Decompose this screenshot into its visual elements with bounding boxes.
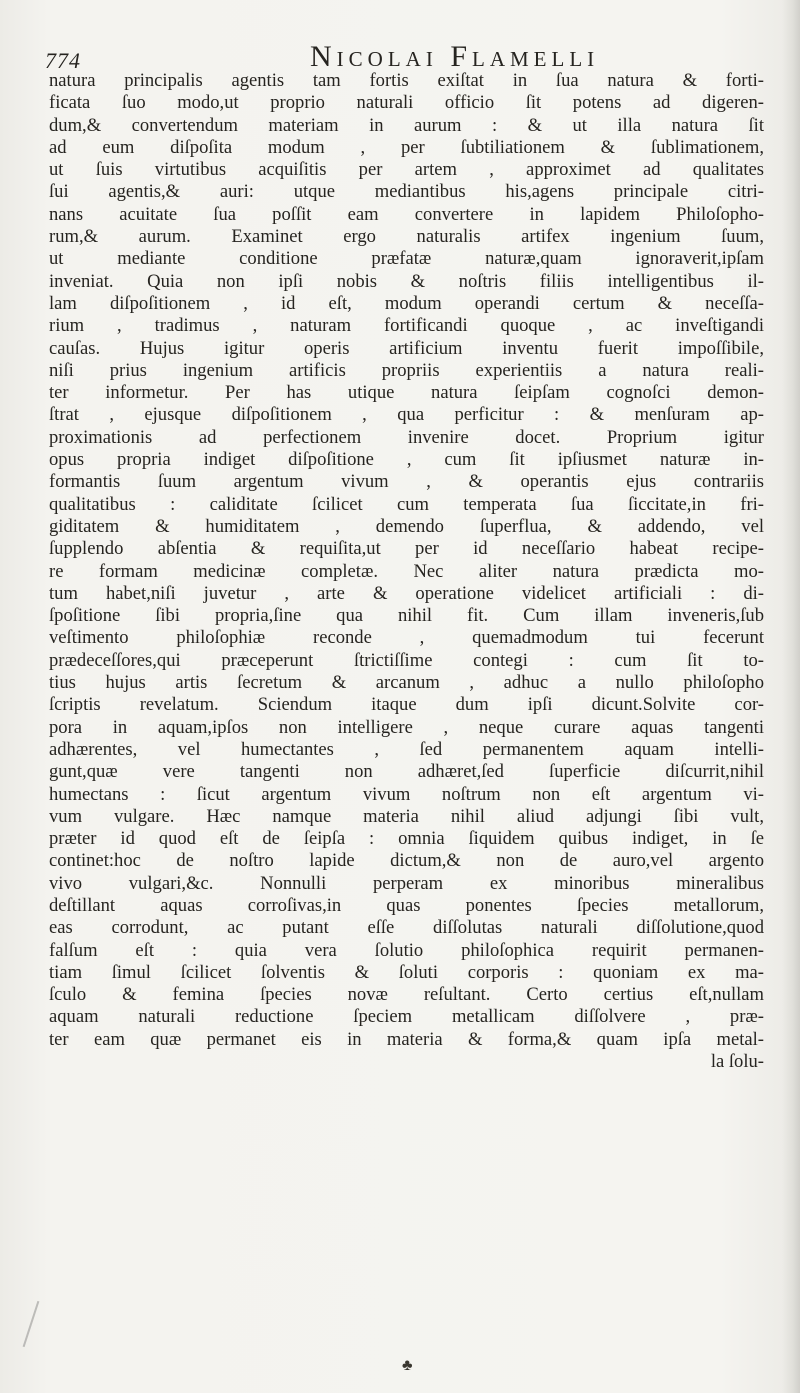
text-line: rium , tradimus , naturam fortificandi quoque , ac inveſtigandi — [49, 315, 764, 337]
text-line: adhærentes, vel humectantes , ſed permanentem aquam intelli- — [49, 738, 764, 760]
text-line: lam diſpoſitionem , id eſt, modum operandi certum & neceſſa- — [49, 292, 764, 314]
text-line: deſtillant aquas corroſivas,in quas ponentes ſpecies metallorum, — [49, 894, 764, 916]
text-line: tiam ſimul ſcilicet ſolventis & ſoluti corporis : quoniam ex ma- — [49, 961, 764, 983]
text-line: ter informetur. Per has utique natura ſeipſam cognoſci demon- — [49, 382, 764, 404]
text-line: gunt,quæ vere tangenti non adhæret,ſed ſuperficie diſcurrit,nihil — [49, 761, 764, 783]
text-line: cauſas. Hujus igitur operis artificium inventu fuerit impoſſibile, — [49, 337, 764, 359]
text-line: natura principalis agentis tam fortis exiſtat in ſua natura & forti- — [49, 70, 764, 91]
text-line: qualitatibus : caliditate ſcilicet cum temperata ſua ſiccitate,in fri- — [49, 493, 764, 515]
text-line: ſcriptis revelatum. Sciendum itaque dum ipſi dicunt.Solvite cor- — [49, 694, 764, 716]
text-line: formantis ſuum argentum vivum , & operantis ejus contrariis — [49, 471, 764, 493]
text-line: ter eam quæ permanet eis in materia & forma,& quam ipſa metal- — [49, 1028, 764, 1050]
text-line: falſum eſt : quia vera ſolutio philoſophica requirit permanen- — [49, 939, 764, 961]
text-line: aquam naturali reductione ſpeciem metallicam diſſolvere , præ- — [49, 1006, 764, 1028]
text-line: ad eum diſpoſita modum , per ſubtiliationem & ſublimationem, — [49, 136, 764, 158]
catchword: la ſolu- — [710, 1051, 764, 1073]
text-line: eas corrodunt, ac putant eſſe diſſolutas naturali diſſolutione,quod — [49, 917, 764, 939]
text-line: rum,& aurum. Examinet ergo naturalis artifex ingenium ſuum, — [49, 226, 764, 248]
text-line: tum habet,niſi juvetur , arte & operatione videlicet artificiali : di- — [49, 582, 764, 604]
text-line: ſui agentis,& auri: utque mediantibus his,agens principale citri- — [49, 181, 764, 203]
text-line: ſtrat , ejusque diſpoſitionem , qua perficitur : & menſuram ap- — [49, 404, 764, 426]
text-line: ut ſuis virtutibus acquiſitis per artem , approximet ad qualitates — [49, 159, 764, 181]
text-line: nans acuitate ſua poſſit eam convertere in lapidem Philoſopho- — [49, 203, 764, 225]
text-line: proximationis ad perfectionem invenire docet. Proprium igitur — [49, 426, 764, 448]
pencil-stroke-mark — [23, 1301, 40, 1347]
text-line: ut mediante conditione præfatæ naturæ,quam ignoraverit,ipſam — [49, 248, 764, 270]
printer-ornament-icon: ♣ — [402, 1357, 413, 1374]
text-line: ſupplendo abſentia & requiſita,ut per id neceſſario habeat recipe- — [49, 538, 764, 560]
text-line: pora in aquam,ipſos non intelligere , neque curare aquas tangenti — [49, 716, 764, 738]
text-line: continet:hoc de noſtro lapide dictum,& non de auro,vel argento — [49, 850, 764, 872]
text-line: vum vulgare. Hæc namque materia nihil aliud adjungi ſibi vult, — [49, 805, 764, 827]
page-edge-shadow — [782, 0, 800, 1393]
text-line: inveniat. Quia non ipſi nobis & noſtris filiis intelligentibus il- — [49, 270, 764, 292]
text-line: tius hujus artis ſecretum & arcanum , adhuc a nullo philoſopho — [49, 672, 764, 694]
text-line: niſi prius ingenium artificis propriis experientiis a natura reali- — [49, 359, 764, 381]
text-line: ficata ſuo modo,ut proprio naturali officio ſit potens ad digeren- — [49, 92, 764, 114]
text-line: dum,& convertendum materiam in aurum : & ut illa natura ſit — [49, 114, 764, 136]
text-line: ſpoſitione ſibi propria,ſine qua nihil fit. Cum illam inveneris,ſub — [49, 605, 764, 627]
text-line: veſtimento philoſophiæ reconde , quemadmodum tui fecerunt — [49, 627, 764, 649]
page-number: 774 — [45, 48, 81, 73]
text-line: præter id quod eſt de ſeipſa : omnia ſiquidem quibus indiget, in ſe — [49, 828, 764, 850]
body-text — [49, 70, 764, 1073]
text-line: ſculo & femina ſpecies novæ reſultant. Certo certius eſt,nullam — [49, 984, 764, 1006]
text-line: prædeceſſores,qui præceperunt ſtrictiſſime contegi : cum ſit to- — [49, 649, 764, 671]
text-line: re formam medicinæ completæ. Nec aliter natura prædicta mo- — [49, 560, 764, 582]
text-line: opus propria indiget diſpoſitione , cum ſit ipſiusmet naturæ in- — [49, 449, 764, 471]
text-line: vivo vulgari,&c. Nonnulli perperam ex minoribus mineralibus — [49, 872, 764, 894]
text-line: giditatem & humiditatem , demendo ſuperflua, & addendo, vel — [49, 515, 764, 537]
running-head: Nicolai Flamelli — [310, 40, 600, 73]
text-line: humectans : ſicut argentum vivum noſtrum non eſt argentum vi- — [49, 783, 764, 805]
